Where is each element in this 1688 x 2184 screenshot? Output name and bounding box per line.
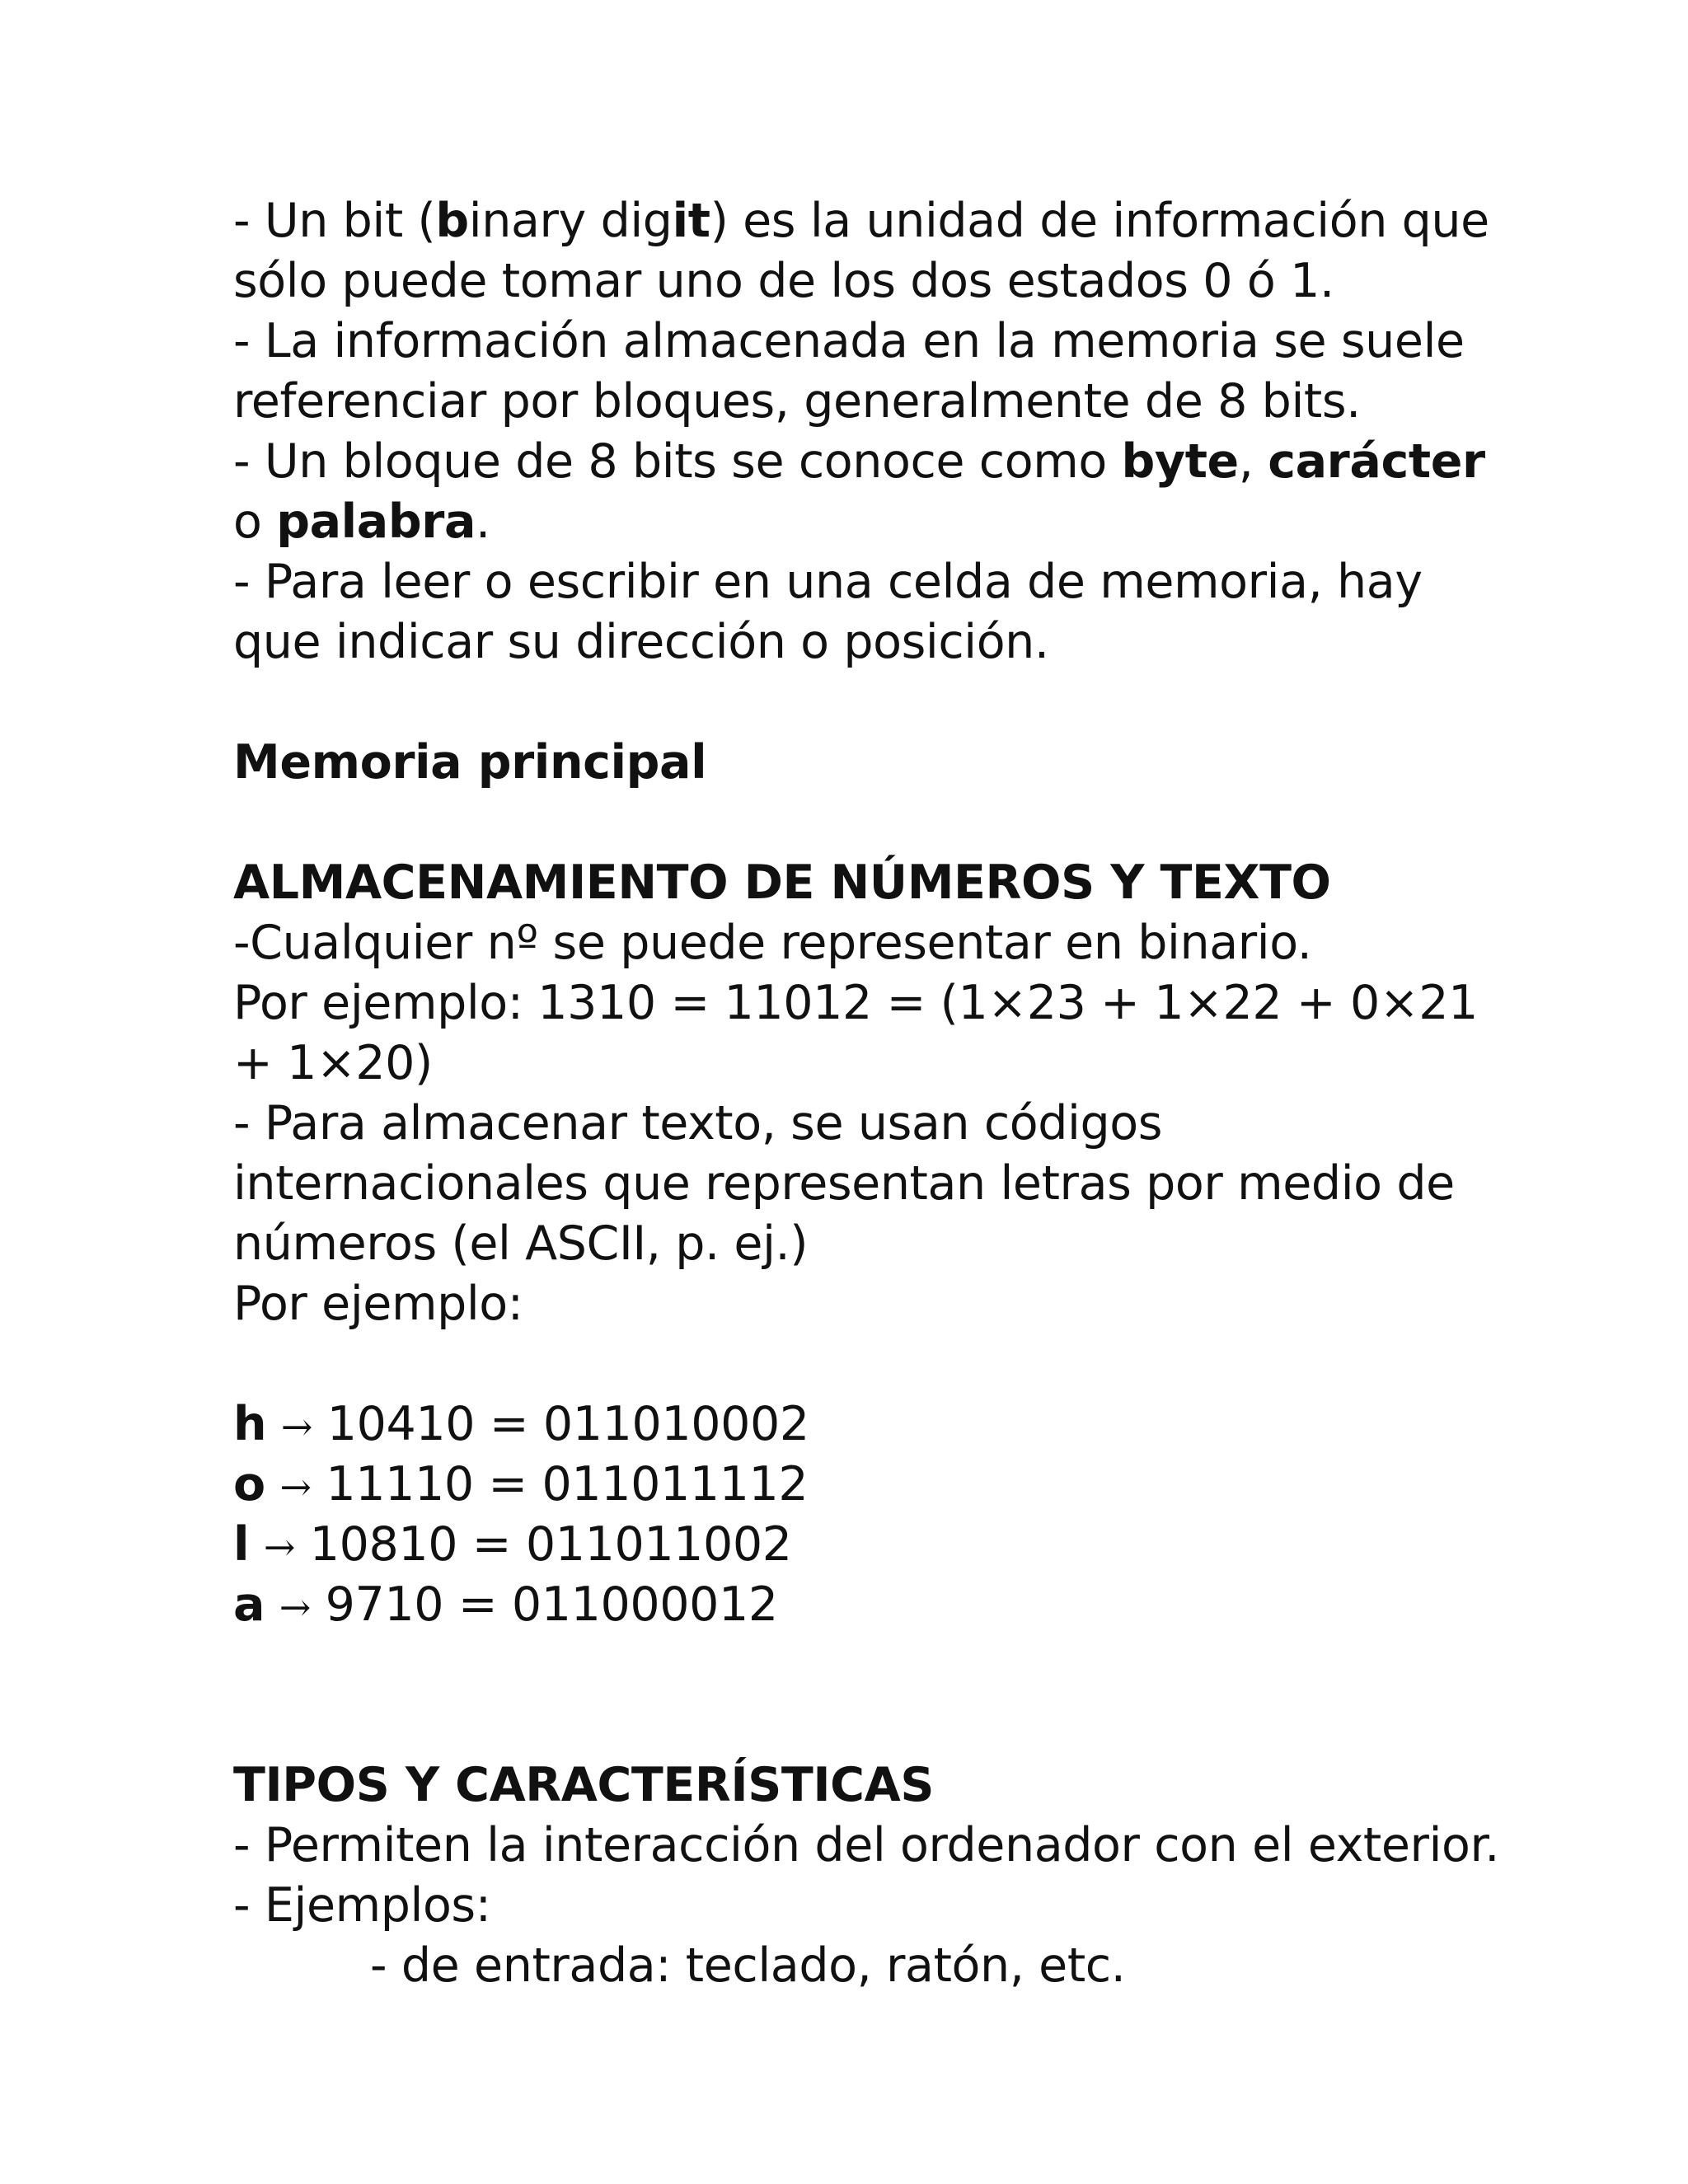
bold-term-caracter: carácter <box>1268 434 1485 489</box>
almacenamiento-line-3: + 1×20) <box>233 1036 433 1090</box>
example-l <box>233 1515 1519 1575</box>
text-run: . <box>476 494 490 549</box>
tipos-line-3: - de entrada: teclado, ratón, etc. <box>370 1938 1126 1993</box>
bold-term-byte: byte <box>1121 434 1239 489</box>
heading-almacenamiento: ALMACENAMIENTO DE NÚMEROS Y TEXTO <box>233 855 1331 910</box>
intro-line-2: sólo puede tomar uno de los dos estados 0 ó 1. <box>233 254 1334 308</box>
almacenamiento-line-7: Por ejemplo: <box>233 1277 523 1331</box>
intro-line-1 <box>233 191 1519 251</box>
intro-line-4: referenciar por bloques, generalmente de 8 bits. <box>233 374 1361 429</box>
document-page <box>233 191 1519 1996</box>
arrow-icon: → <box>280 1404 313 1449</box>
text-run: o <box>233 494 277 549</box>
text-run: , <box>1238 434 1268 489</box>
arrow-icon: → <box>279 1465 312 1509</box>
intro-line-7: - Para leer o escribir en una celda de memoria, hay <box>233 555 1423 609</box>
almacenamiento-line-5: internacionales que representan letras por medio de <box>233 1156 1455 1211</box>
arrow-icon: → <box>279 1585 311 1629</box>
spacer <box>233 1635 1519 1695</box>
arrow-icon: → <box>263 1525 296 1569</box>
example-value: 9710 = 011000012 <box>310 1577 778 1632</box>
tipos-line-2: - Ejemplos: <box>233 1878 491 1933</box>
intro-line-3: - La información almacenada en la memoria se suele <box>233 314 1465 368</box>
example-value: 10410 = 011010002 <box>312 1397 809 1451</box>
example-letter: a <box>233 1577 265 1632</box>
bold-term-palabra: palabra <box>276 494 476 549</box>
example-value: 10810 = 011011002 <box>295 1517 792 1572</box>
text-run: inary dig <box>468 194 673 248</box>
heading-memoria-principal: Memoria principal <box>233 735 707 790</box>
bold-run: it <box>672 194 710 248</box>
example-h <box>233 1394 1519 1455</box>
tipos-line-1: - Permiten la interacción del ordenador con el exterior. <box>233 1818 1499 1872</box>
intro-line-6 <box>233 492 1519 552</box>
intro-line-5 <box>233 432 1519 492</box>
heading-tipos: TIPOS Y CARACTERÍSTICAS <box>233 1758 934 1812</box>
spacer <box>233 793 1519 853</box>
example-o <box>233 1455 1519 1515</box>
almacenamiento-line-2: Por ejemplo: 1310 = 11012 = (1×23 + 1×22 + 0×21 <box>233 976 1478 1030</box>
spacer <box>233 1334 1519 1394</box>
text-run: ) es la unidad de información que <box>710 194 1489 248</box>
example-value: 11110 = 011011112 <box>311 1457 809 1511</box>
bold-run: b <box>435 194 469 248</box>
example-letter: h <box>233 1397 267 1451</box>
spacer <box>233 1695 1519 1755</box>
almacenamiento-line-6: números (el ASCII, p. ej.) <box>233 1216 809 1271</box>
example-letter: o <box>233 1457 265 1511</box>
text-run: - Un bloque de 8 bits se conoce como <box>233 434 1122 489</box>
almacenamiento-line-4: - Para almacenar texto, se usan códigos <box>233 1096 1163 1151</box>
spacer <box>233 673 1519 733</box>
almacenamiento-line-1: -Cualquier nº se puede representar en binario. <box>233 916 1312 970</box>
example-letter: l <box>233 1517 250 1572</box>
intro-line-8: que indicar su dirección o posición. <box>233 615 1049 669</box>
example-a <box>233 1575 1519 1635</box>
text-run: - Un bit ( <box>233 194 436 248</box>
